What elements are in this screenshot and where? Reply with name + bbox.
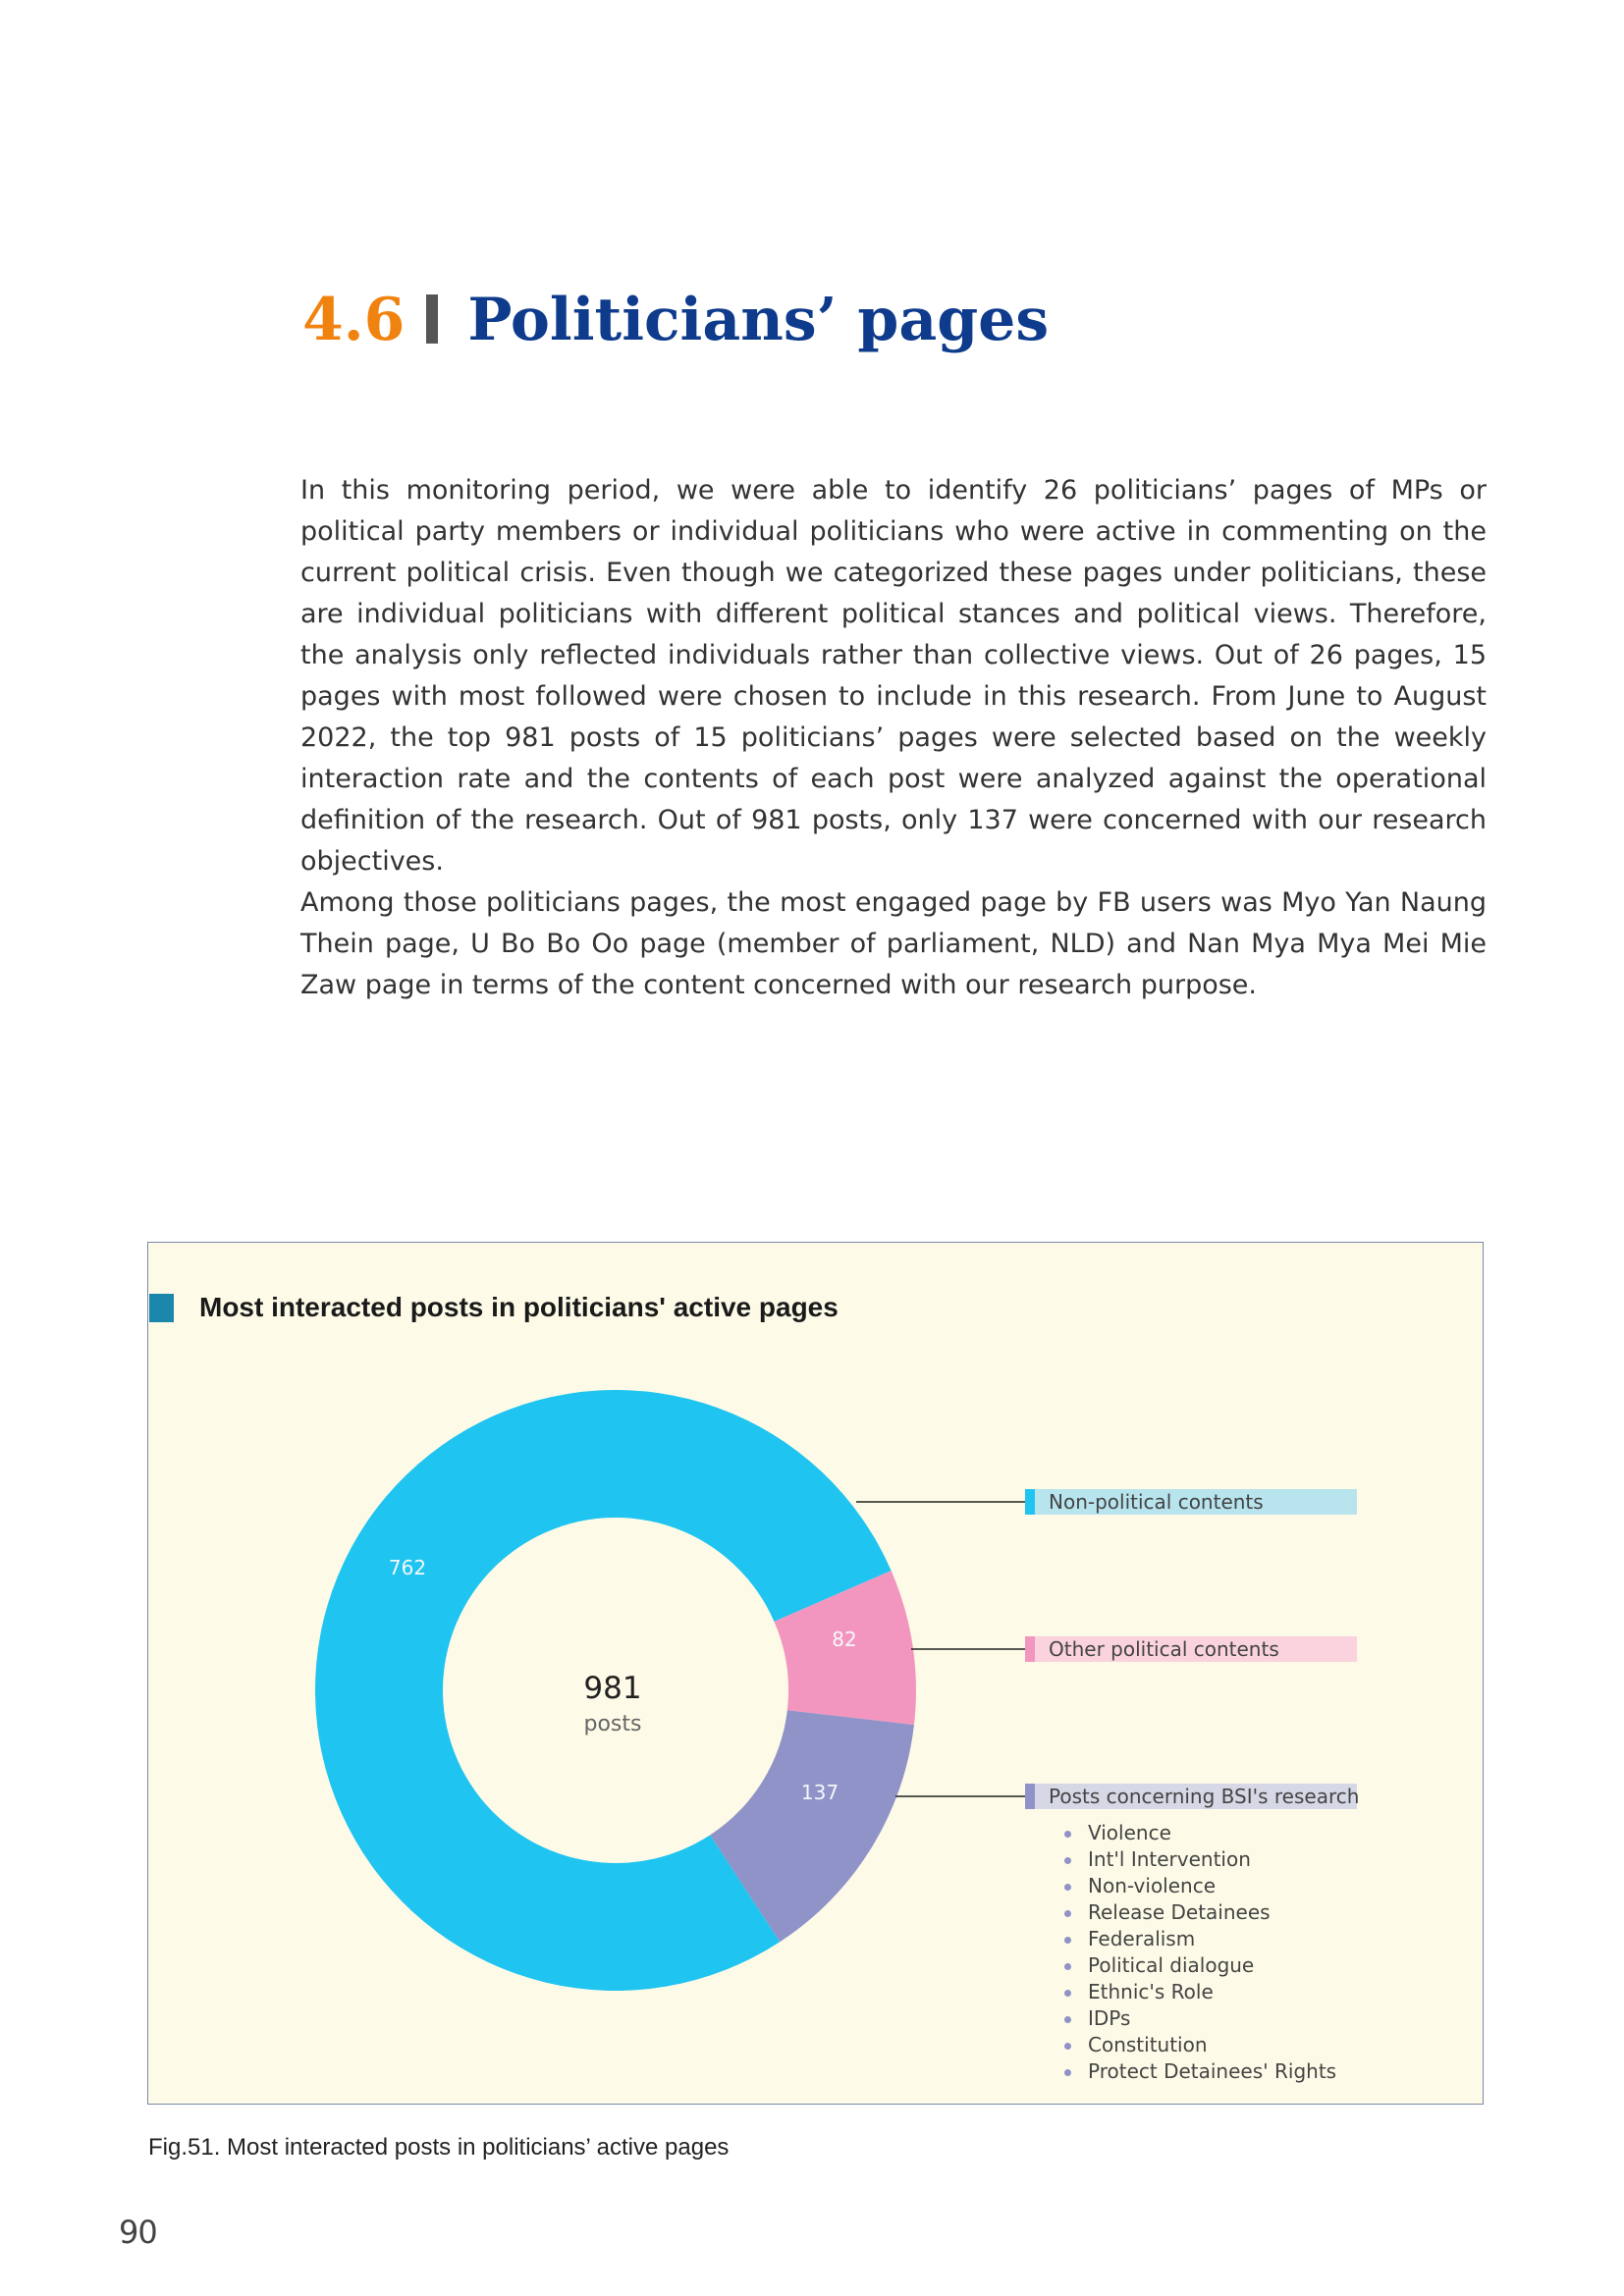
legend-swatch bbox=[1025, 1636, 1035, 1662]
section-title: Politicians’ pages bbox=[467, 286, 1050, 354]
legend-label: Non-political contents bbox=[1049, 1490, 1264, 1514]
research-topic-item bbox=[1062, 1873, 1336, 1899]
research-topic-label: Ethnic's Role bbox=[1088, 1980, 1214, 2003]
research-topic-item bbox=[1062, 2058, 1336, 2085]
bullet-icon bbox=[1064, 1963, 1071, 1970]
center-unit: posts bbox=[583, 1712, 642, 1736]
bullet-icon bbox=[1064, 2043, 1071, 2050]
research-topic-label: Non-violence bbox=[1088, 1874, 1217, 1897]
research-topic-label: IDPs bbox=[1088, 2006, 1131, 2030]
bullet-icon bbox=[1064, 2069, 1071, 2076]
slice-label-bsi-research: 137 bbox=[800, 1781, 839, 1804]
research-topic-label: Protect Detainees' Rights bbox=[1088, 2059, 1337, 2083]
section-number: 4.6 bbox=[302, 286, 406, 354]
bullet-icon bbox=[1064, 1937, 1071, 1944]
slice-label-non-political: 762 bbox=[388, 1556, 427, 1579]
research-topic-item bbox=[1062, 1899, 1336, 1926]
legend-swatch bbox=[1025, 1784, 1035, 1809]
research-topic-item bbox=[1062, 1979, 1336, 2005]
bullet-icon bbox=[1064, 2016, 1071, 2023]
research-topic-item bbox=[1062, 1926, 1336, 1952]
research-topic-label: Int'l Intervention bbox=[1088, 1847, 1251, 1871]
center-total: 981 bbox=[583, 1671, 642, 1706]
research-topic-label: Constitution bbox=[1088, 2033, 1208, 2056]
bullet-icon bbox=[1064, 1857, 1071, 1864]
bullet-icon bbox=[1064, 1831, 1071, 1838]
body-paragraph-2: Among those politicians pages, the most engaged page by FB users was Myo Yan Naung Thein page, U Bo Bo Oo page (member of parliament, NLD) and Nan Mya Mya Mei Mie Zaw page in terms of the content concerned with our research purpose. bbox=[300, 887, 1487, 1000]
legend-swatch bbox=[1025, 1489, 1035, 1515]
research-topic-list bbox=[1062, 1820, 1336, 2085]
research-topic-label: Release Detainees bbox=[1088, 1900, 1271, 1924]
research-topic-item bbox=[1062, 2032, 1336, 2058]
legend-label: Posts concerning BSI's research bbox=[1049, 1785, 1360, 1808]
bullet-icon bbox=[1064, 1910, 1071, 1917]
research-topic-label: Violence bbox=[1088, 1821, 1171, 1844]
chart-title: Most interacted posts in politicians' active pages bbox=[199, 1292, 839, 1322]
research-topic-label: Political dialogue bbox=[1088, 1953, 1255, 1977]
bullet-icon bbox=[1064, 1884, 1071, 1891]
slice-label-other-political: 82 bbox=[832, 1628, 857, 1651]
bullet-icon bbox=[1064, 1990, 1071, 1997]
figure-caption: Fig.51. Most interacted posts in politicians’ active pages bbox=[148, 2134, 730, 2161]
page-number: 90 bbox=[119, 2214, 157, 2251]
research-topic-item bbox=[1062, 1846, 1336, 1873]
research-topic-label: Federalism bbox=[1088, 1927, 1196, 1950]
legend-label: Other political contents bbox=[1049, 1637, 1279, 1661]
research-topic-item bbox=[1062, 2005, 1336, 2032]
research-topic-item bbox=[1062, 1952, 1336, 1979]
body-paragraph-1: In this monitoring period, we were able to identify 26 politicians’ pages of MPs or political party members or individual politicians who were active in commenting on the current political crisis. Even though we categorized these pages under politicians, these are individual politicians with different political stances and political views. Therefore, the analysis only reflected individuals rather than collective views. Out of 26 pages, 15 pages with most followed were chosen to include in this research. From June to August 2022, the top 981 posts of 15 politicians’ pages were selected based on the weekly interaction rate and the contents of each post were analyzed against the operational definition of the research. Out of 981 posts, only 137 were concerned with our research objectives. bbox=[300, 475, 1487, 877]
research-topic-item bbox=[1062, 1820, 1336, 1846]
